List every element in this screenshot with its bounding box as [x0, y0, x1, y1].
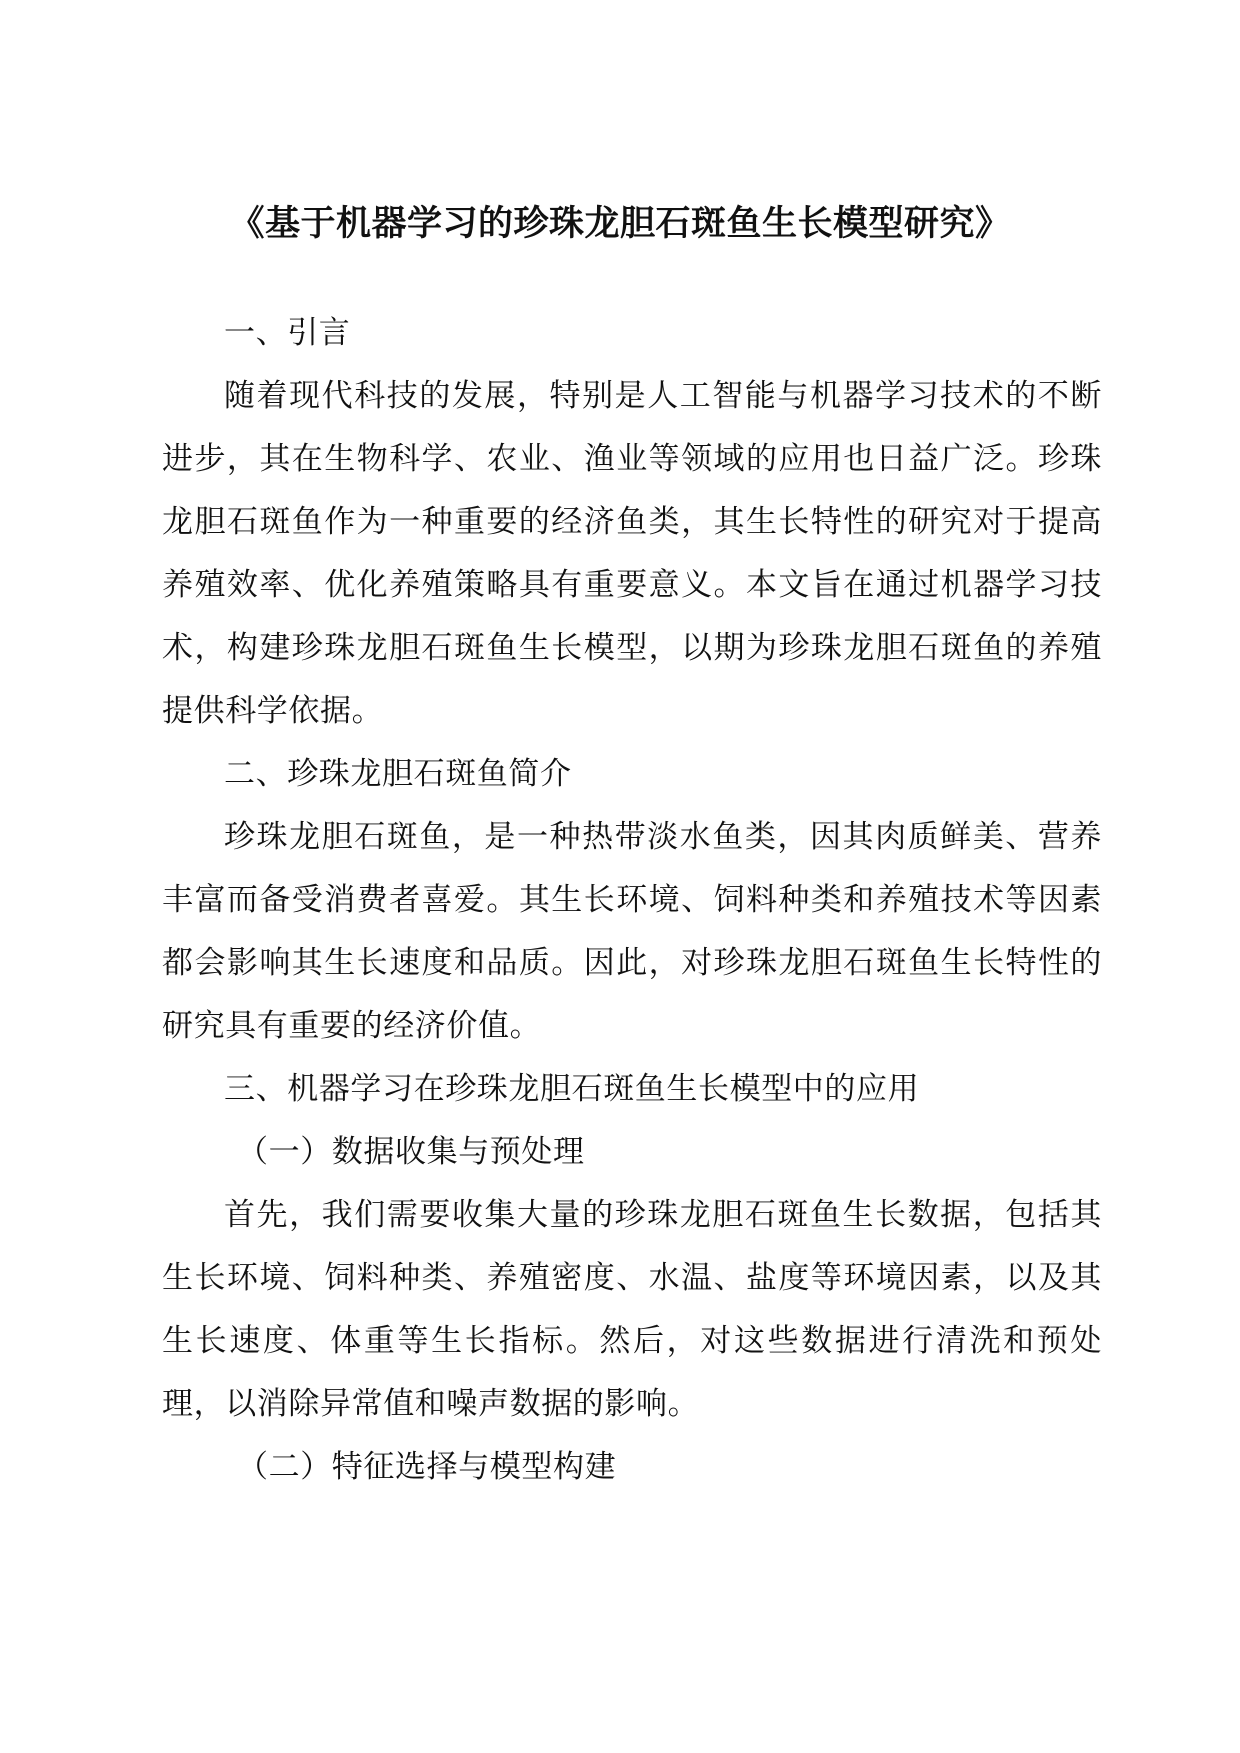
subsection-heading-feature-selection: （二）特征选择与模型构建: [237, 1449, 617, 1485]
paragraph-fish-overview: 珍珠龙胆石斑鱼，是一种热带淡水鱼类，因其肉质鲜美、营养丰富而备受消费者喜爱。其生长环境、饲料种类和养殖技术等因素都会影响其生长速度和品质。因此，对珍珠龙胆石斑鱼生长特性的研究具有重要的经济价值。: [162, 819, 1102, 1044]
document-title: 《基于机器学习的珍珠龙胆石斑鱼生长模型研究》: [229, 204, 1011, 244]
section-heading-introduction: 一、引言: [224, 315, 351, 351]
paragraph-introduction: 随着现代科技的发展，特别是人工智能与机器学习技术的不断进步，其在生物科学、农业、渔业等领域的应用也日益广泛。珍珠龙胆石斑鱼作为一种重要的经济鱼类，其生长特性的研究对于提高养殖效率、优化养殖策略具有重要意义。本文旨在通过机器学习技术，构建珍珠龙胆石斑鱼生长模型，以期为珍珠龙胆石斑鱼的养殖提供科学依据。: [162, 378, 1102, 729]
section-heading-ml-application: 三、机器学习在珍珠龙胆石斑鱼生长模型中的应用: [224, 1071, 920, 1107]
document-body: [162, 302, 1102, 1499]
section-heading-fish-overview: 二、珍珠龙胆石斑鱼简介: [224, 756, 572, 792]
paragraph-data-collection: 首先，我们需要收集大量的珍珠龙胆石斑鱼生长数据，包括其生长环境、饲料种类、养殖密度、水温、盐度等环境因素，以及其生长速度、体重等生长指标。然后，对这些数据进行清洗和预处理，以消除异常值和噪声数据的影响。: [162, 1197, 1102, 1422]
subsection-heading-data-collection: （一）数据收集与预处理: [237, 1134, 585, 1170]
